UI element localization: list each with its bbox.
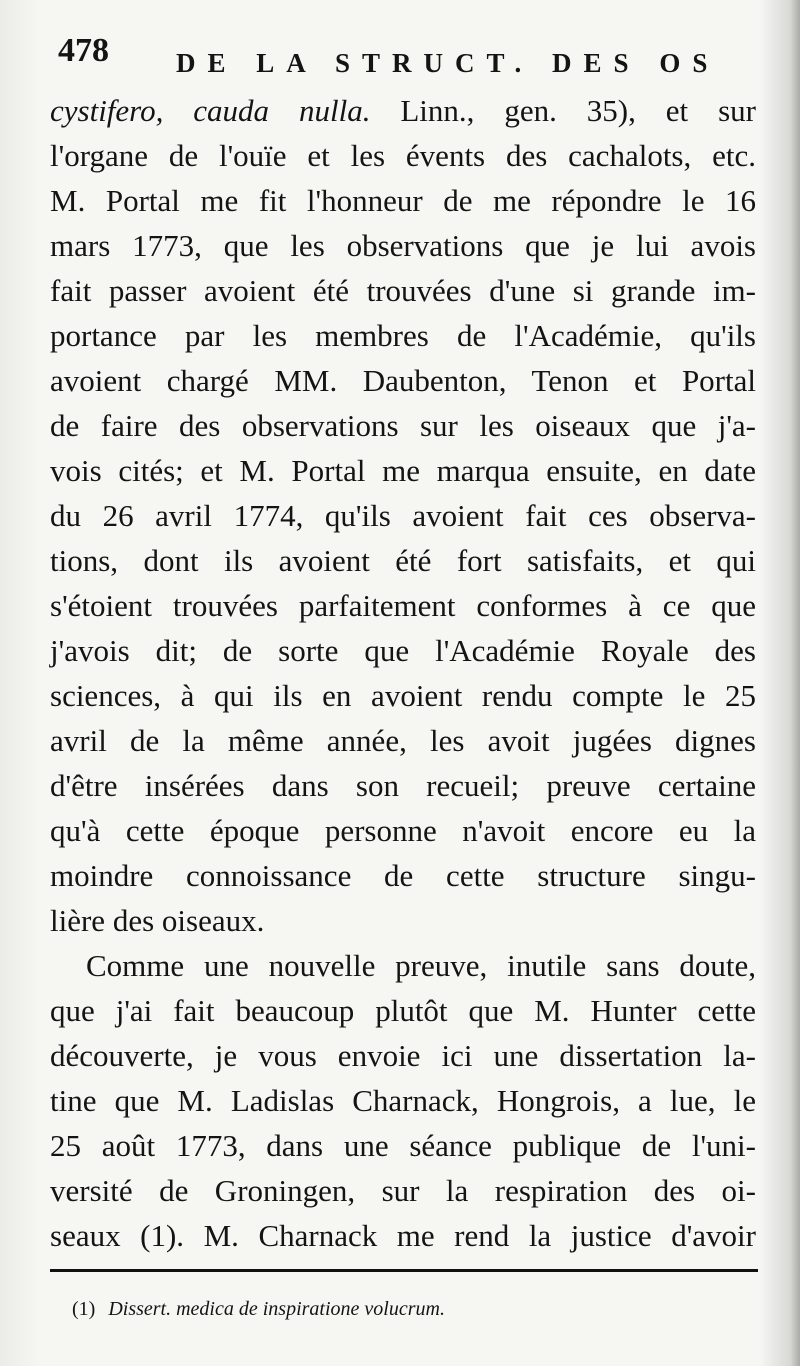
text-line: lière des oiseaux.	[50, 903, 265, 938]
text-line: avoient chargé MM. Daubenton, Tenon et Portal	[50, 363, 756, 398]
page-header	[58, 32, 758, 92]
running-head: DE LA STRUCT. DES OS	[176, 48, 720, 78]
text-line: 25 août 1773, dans une séance publique de l'uni-	[50, 1128, 756, 1163]
text-line: d'être insérées dans son recueil; preuve certaine	[50, 768, 756, 803]
text-line: sciences, à qui ils en avoient rendu compte le 25	[50, 678, 756, 713]
text-line: s'étoient trouvées parfaitement conformes à ce que	[50, 588, 756, 623]
text-line: du 26 avril 1774, qu'ils avoient fait ces observa-	[50, 498, 756, 533]
text-line: découverte, je vous envoie ici une dissertation la-	[50, 1038, 756, 1073]
text-line: versité de Groningen, sur la respiration des oi-	[50, 1173, 756, 1208]
text-line: que j'ai fait beaucoup plutôt que M. Hunter cette	[50, 993, 756, 1028]
text-line: M. Portal me fit l'honneur de me répondre le 16	[50, 183, 756, 218]
footnote-text: Dissert. medica de inspiratione volucrum.	[108, 1298, 445, 1320]
text-line: vois cités; et M. Portal me marqua ensuite, en date	[50, 453, 756, 488]
text-line: mars 1773, que les observations que je lui avois	[50, 228, 756, 263]
footnote-marker: (1)	[72, 1298, 96, 1320]
text-line: moindre connoissance de cette structure singu-	[50, 858, 756, 893]
text-line: Comme une nouvelle preuve, inutile sans doute,	[86, 948, 756, 983]
footnote-divider	[50, 1269, 758, 1272]
text-line: fait passer avoient été trouvées d'une si grande im-	[50, 273, 756, 308]
text-line: seaux (1). M. Charnack me rend la justice d'avoir	[50, 1218, 756, 1253]
text-line: portance par les membres de l'Académie, qu'ils	[50, 318, 756, 353]
text-line: cystifero, cauda nulla. Linn., gen. 35), et sur	[50, 93, 756, 128]
page-number: 478	[58, 32, 109, 69]
text-line: qu'à cette époque personne n'avoit encore eu la	[50, 813, 756, 848]
body-text	[50, 88, 756, 1258]
footnote	[72, 1298, 762, 1321]
text-line: tions, dont ils avoient été fort satisfaits, et qui	[50, 543, 756, 578]
text-line: j'avois dit; de sorte que l'Académie Royale des	[50, 633, 756, 668]
text-line: avril de la même année, les avoit jugées dignes	[50, 723, 756, 758]
text-line: tine que M. Ladislas Charnack, Hongrois, a lue, le	[50, 1083, 756, 1118]
text-line: de faire des observations sur les oiseaux que j'a-	[50, 408, 756, 443]
text-line: l'organe de l'ouïe et les évents des cachalots, etc.	[50, 138, 756, 173]
